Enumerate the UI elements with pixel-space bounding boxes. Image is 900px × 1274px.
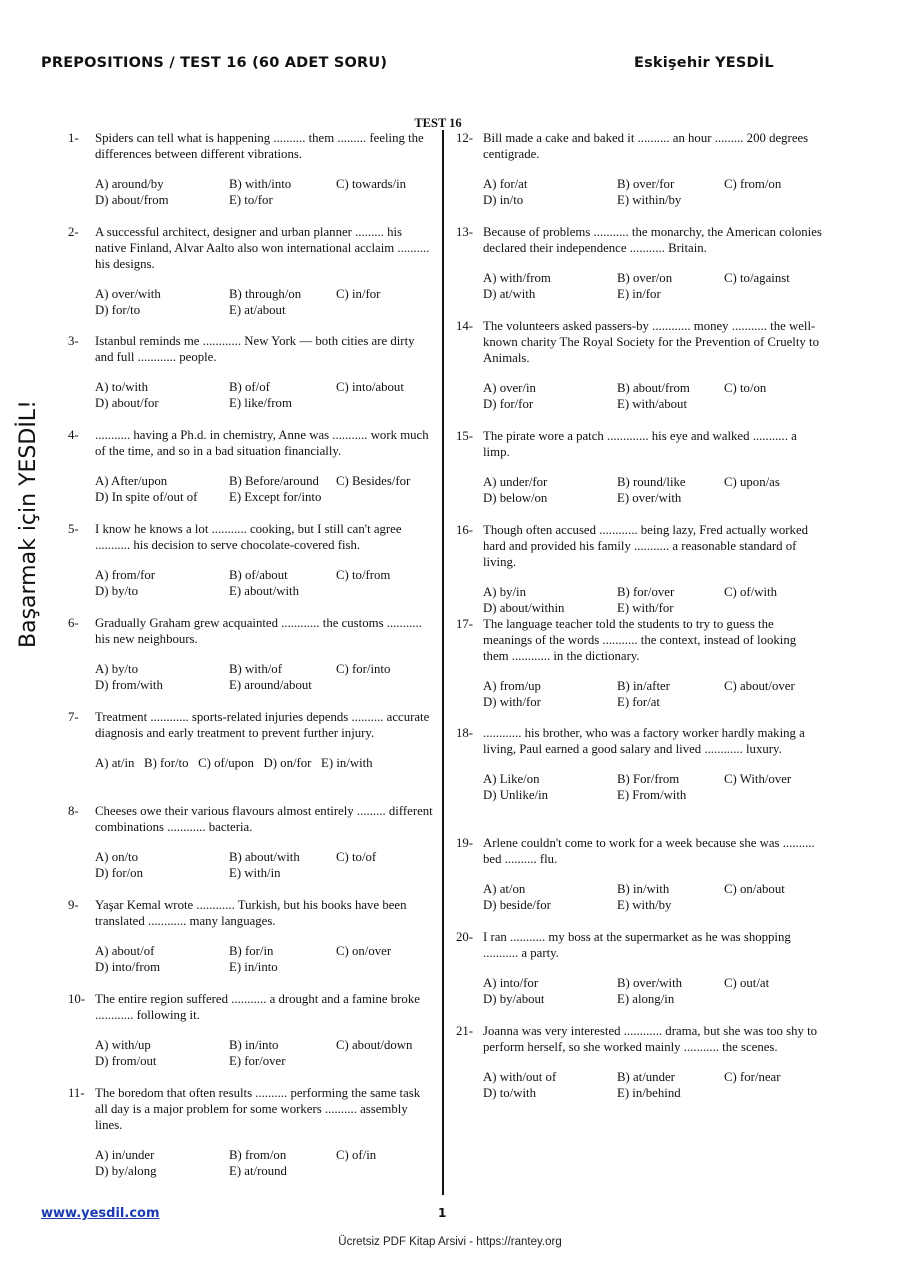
answer-option[interactable]: A) under/for [483, 475, 548, 489]
answer-option[interactable]: B) over/with [617, 976, 683, 990]
answer-options [483, 1069, 822, 1101]
question-number: 2- [68, 225, 79, 239]
answer-options [95, 567, 434, 599]
answer-option[interactable]: A) with/out of [483, 1070, 557, 1084]
answer-option[interactable]: E) with/about [617, 397, 688, 411]
answer-option[interactable]: A) about/of [95, 944, 155, 958]
answer-option[interactable]: C) on/about [724, 882, 785, 896]
answer-options [95, 286, 434, 318]
document-title: PREPOSITIONS / TEST 16 (60 ADET SORU) [41, 55, 388, 71]
answer-option[interactable]: B) with/into [229, 177, 292, 191]
answer-option[interactable]: C) of/with [724, 585, 777, 599]
answer-option[interactable]: C) for/into [336, 662, 391, 676]
question-text: Joanna was very interested ............ drama, but she was too shy to perform herself, so she worked mainly ........... the scenes. [483, 1024, 818, 1054]
answer-option[interactable]: D) about/within [483, 601, 565, 615]
answer-option[interactable]: E) Except for/into [229, 490, 322, 504]
question-text: I know he knows a lot ........... cooking, but I still can't agree ........... his decision to serve chocolate-covered fish. [95, 522, 402, 552]
question-text: The entire region suffered ........... a drought and a famine broke ............ following it. [95, 992, 420, 1022]
question-text: ............ his brother, who was a factory worker hardly making a living, Paul earned a good salary and lived ............ luxury. [483, 726, 805, 756]
answer-option[interactable]: D) to/with [483, 1086, 536, 1100]
answer-option[interactable]: B) For/from [617, 772, 680, 786]
answer-options [95, 176, 434, 208]
website-link[interactable]: www.yesdil.com [41, 1206, 160, 1221]
answer-option[interactable]: B) in/with [617, 882, 670, 896]
question-text: Arlene couldn't come to work for a week because she was .......... bed .......... flu. [483, 836, 815, 866]
answer-options [95, 1147, 434, 1179]
answer-option[interactable]: A) over/in [483, 381, 536, 395]
answer-option[interactable]: B) of/of [229, 380, 270, 394]
question [456, 428, 822, 506]
answer-option[interactable]: B) over/for [617, 177, 675, 191]
answer-option[interactable]: B) Before/around [229, 474, 319, 488]
question [68, 897, 434, 975]
answer-option[interactable]: C) on/over [336, 944, 392, 958]
question-number: 19- [456, 836, 474, 850]
answer-option[interactable]: E) over/with [617, 491, 682, 505]
question-number: 8- [68, 804, 79, 818]
question-number: 16- [456, 523, 474, 537]
answer-option[interactable]: D) Unlike/in [483, 788, 549, 802]
question-text: I ran ........... my boss at the supermarket as he was shopping ........... a party. [483, 930, 791, 960]
answer-option[interactable]: E) with/by [617, 898, 672, 912]
question-number: 13- [456, 225, 474, 239]
answer-option[interactable]: C) to/against [724, 271, 790, 285]
answer-option[interactable]: E) for/over [229, 1054, 286, 1068]
footer-note: Ücretsiz PDF Kitap Arsivi - https://rantey.org [338, 1236, 562, 1248]
answer-option[interactable]: D) from/out [95, 1054, 157, 1068]
question [456, 522, 822, 616]
question [68, 130, 434, 208]
answer-option[interactable]: B) with/of [229, 662, 282, 676]
answer-option[interactable]: D) beside/for [483, 898, 551, 912]
question-text: Treatment ............ sports-related injuries depends .......... accurate diagnosis and early treatment to prevent further injury. [95, 710, 430, 740]
question [456, 318, 822, 412]
question [456, 835, 822, 913]
answer-option[interactable]: D) for/on [95, 866, 143, 880]
answer-option[interactable]: B) for/in [229, 944, 274, 958]
answer-option[interactable]: A) with/up [95, 1038, 151, 1052]
page-number: 1 [438, 1206, 447, 1220]
question [68, 427, 434, 505]
answer-option[interactable]: A) After/upon [95, 474, 168, 488]
answer-option[interactable]: B) of/about [229, 568, 288, 582]
answer-option[interactable]: D) for/for [483, 397, 534, 411]
answer-option[interactable]: B) through/on [229, 287, 302, 301]
answer-option[interactable]: D) about/from [95, 193, 169, 207]
answer-option[interactable]: C) about/over [724, 679, 795, 693]
answer-option[interactable]: B) round/like [617, 475, 686, 489]
question [456, 929, 822, 1007]
answer-option[interactable]: E) with/for [617, 601, 674, 615]
answer-option[interactable]: D) In spite of/out of [95, 490, 198, 504]
question-number: 10- [68, 992, 86, 1006]
answer-option[interactable]: B) for/over [617, 585, 675, 599]
question-number: 11- [68, 1086, 85, 1100]
answer-option[interactable]: A) with/from [483, 271, 551, 285]
question-text: Cheeses owe their various flavours almost entirely ......... different combinations ............ bacteria. [95, 804, 433, 834]
question-text: Istanbul reminds me ............ New York — both cities are dirty and full ............ people. [95, 334, 415, 364]
answer-option[interactable]: C) from/on [724, 177, 782, 191]
answer-options [95, 1037, 434, 1069]
question-text: Bill made a cake and baked it .......... an hour ......... 200 degrees centigrade. [483, 131, 809, 161]
answer-option[interactable]: E) From/with [617, 788, 687, 802]
answer-option[interactable]: E) to/for [229, 193, 273, 207]
document-author: Eskişehir YESDİL [634, 55, 774, 71]
answer-option[interactable]: E) at/round [229, 1164, 287, 1178]
answer-options [95, 379, 434, 411]
question [68, 224, 434, 318]
question [68, 991, 434, 1069]
question [68, 615, 434, 693]
answer-option[interactable]: C) for/near [724, 1070, 781, 1084]
question [68, 803, 434, 881]
answer-option[interactable]: D) from/with [95, 678, 163, 692]
question [68, 1085, 434, 1179]
question-number: 21- [456, 1024, 474, 1038]
answer-option[interactable]: D) by/to [95, 584, 139, 598]
answer-option[interactable]: C) into/about [336, 380, 404, 394]
answer-option[interactable]: D) by/about [483, 992, 545, 1006]
answer-option[interactable]: E) at/about [229, 303, 286, 317]
question-text: A successful architect, designer and urban planner ......... his native Finland, Alvar Aalto also won international acclaim .......... his designs. [95, 225, 430, 271]
question-number: 7- [68, 710, 79, 724]
answer-option[interactable]: C) to/on [724, 381, 767, 395]
test-title: TEST 16 [414, 116, 462, 130]
answer-option[interactable]: E) around/about [229, 678, 312, 692]
answer-option[interactable]: D) into/from [95, 960, 161, 974]
question-number: 5- [68, 522, 79, 536]
question-number: 20- [456, 930, 474, 944]
question [68, 521, 434, 599]
answer-option[interactable]: D) in/to [483, 193, 524, 207]
answer-option[interactable]: B) at/under [617, 1070, 675, 1084]
answer-options [483, 881, 822, 913]
answer-option[interactable]: E) within/by [617, 193, 682, 207]
answer-option[interactable]: D) about/for [95, 396, 159, 410]
answer-options [95, 661, 434, 693]
answer-option[interactable]: C) Besides/for [336, 474, 411, 488]
answer-options [483, 678, 822, 710]
answer-option[interactable]: B) in/after [617, 679, 670, 693]
answer-option[interactable]: E) in/for [617, 287, 661, 301]
question-number: 6- [68, 616, 79, 630]
answer-option[interactable]: A) for/at [483, 177, 528, 191]
question [456, 130, 822, 208]
answer-option[interactable]: A) around/by [95, 177, 164, 191]
question [68, 709, 434, 771]
answer-options [483, 176, 822, 208]
question [456, 1023, 822, 1101]
question-text: Though often accused ............ being lazy, Fred actually worked hard and provided his family ........... a reasonable standard of living. [483, 523, 809, 569]
answer-option[interactable]: E) in/behind [617, 1086, 681, 1100]
question-text: Gradually Graham grew acquainted ............ the customs ........... his new neighbours. [95, 616, 422, 646]
answer-option[interactable]: B) about/from [617, 381, 690, 395]
question [68, 333, 434, 411]
answer-options [95, 473, 434, 505]
answer-option[interactable]: C) of/in [336, 1148, 377, 1162]
answer-option[interactable]: D) by/along [95, 1164, 157, 1178]
answer-option[interactable]: C) upon/as [724, 475, 780, 489]
answer-option[interactable]: D) for/to [95, 303, 141, 317]
answer-option[interactable]: E) about/with [229, 584, 300, 598]
answer-option[interactable]: A) Like/on [483, 772, 540, 786]
answer-option[interactable]: C) to/of [336, 850, 377, 864]
answer-options [483, 474, 822, 506]
question-text: The language teacher told the students to try to guess the meanings of the words ........... the context, instead of looking them ............ in the dictionary. [483, 617, 797, 663]
answer-options [95, 943, 434, 975]
answer-option[interactable]: B) from/on [229, 1148, 287, 1162]
question-number: 18- [456, 726, 474, 740]
question-number: 17- [456, 617, 474, 631]
answer-option[interactable]: D) with/for [483, 695, 541, 709]
answer-option[interactable]: C) out/at [724, 976, 770, 990]
side-slogan: Başarmak için YESDİL! [16, 400, 41, 648]
answer-options [483, 270, 822, 302]
answer-option[interactable]: B) in/into [229, 1038, 279, 1052]
answer-options [95, 849, 434, 881]
answer-option[interactable]: D) at/with [483, 287, 536, 301]
answer-option[interactable]: E) like/from [229, 396, 292, 410]
answer-option[interactable]: C) With/over [724, 772, 792, 786]
answer-option[interactable]: B) over/on [617, 271, 673, 285]
question [456, 725, 822, 803]
answer-options [483, 380, 822, 412]
question [456, 616, 822, 710]
answer-option[interactable]: C) towards/in [336, 177, 407, 191]
question-number: 4- [68, 428, 79, 442]
answer-option[interactable]: D) below/on [483, 491, 548, 505]
answer-option[interactable]: A) from/for [95, 568, 156, 582]
answer-option[interactable]: E) along/in [617, 992, 675, 1006]
answer-option[interactable]: A) over/with [95, 287, 161, 301]
answer-options: A) at/in B) for/to C) of/upon D) on/for E) in/with [95, 756, 373, 770]
answer-option[interactable]: B) about/with [229, 850, 300, 864]
question-text: The boredom that often results .......... performing the same task all day is a major problem for some workers .......... assembly lines. [95, 1086, 421, 1132]
answer-option[interactable]: A) by/in [483, 585, 527, 599]
answer-option[interactable]: C) in/for [336, 287, 381, 301]
answer-option[interactable]: C) to/from [336, 568, 391, 582]
answer-option[interactable]: A) at/on [483, 882, 526, 896]
question-number: 1- [68, 131, 79, 145]
answer-option[interactable]: A) into/for [483, 976, 539, 990]
question-number: 14- [456, 319, 474, 333]
answer-option[interactable]: A) by/to [95, 662, 139, 676]
answer-options [483, 975, 822, 1007]
answer-options [483, 584, 822, 616]
question-text: ........... having a Ph.d. in chemistry, Anne was ........... work much of the time, and so in a bad situation financially. [95, 428, 429, 458]
question-number: 15- [456, 429, 474, 443]
question-text: The volunteers asked passers-by ............ money ........... the well-known charity The Royal Society for the Prevention of Cruelty to Animals. [483, 319, 819, 365]
question-text: The pirate wore a patch ............. his eye and walked ........... a limp. [483, 429, 797, 459]
answer-options [483, 771, 822, 803]
question-text: Spiders can tell what is happening .......... them ......... feeling the differences between different vibrations. [95, 131, 424, 161]
answer-option[interactable]: E) with/in [229, 866, 281, 880]
question-text: Because of problems ........... the monarchy, the American colonies declared their independence ........... Britain. [483, 225, 822, 255]
answer-option[interactable]: A) on/to [95, 850, 139, 864]
answer-option[interactable]: A) to/with [95, 380, 148, 394]
answer-option[interactable]: C) about/down [336, 1038, 413, 1052]
question-text: Yaşar Kemal wrote ............ Turkish, but his books have been translated ............ many languages. [95, 898, 407, 928]
answer-option[interactable]: E) in/into [229, 960, 278, 974]
question-number: 9- [68, 898, 79, 912]
answer-option[interactable]: A) from/up [483, 679, 541, 693]
answer-option[interactable]: A) in/under [95, 1148, 155, 1162]
question [456, 224, 822, 302]
question-number: 3- [68, 334, 79, 348]
column-divider [442, 130, 444, 1195]
answer-option[interactable]: E) for/at [617, 695, 660, 709]
question-number: 12- [456, 131, 474, 145]
